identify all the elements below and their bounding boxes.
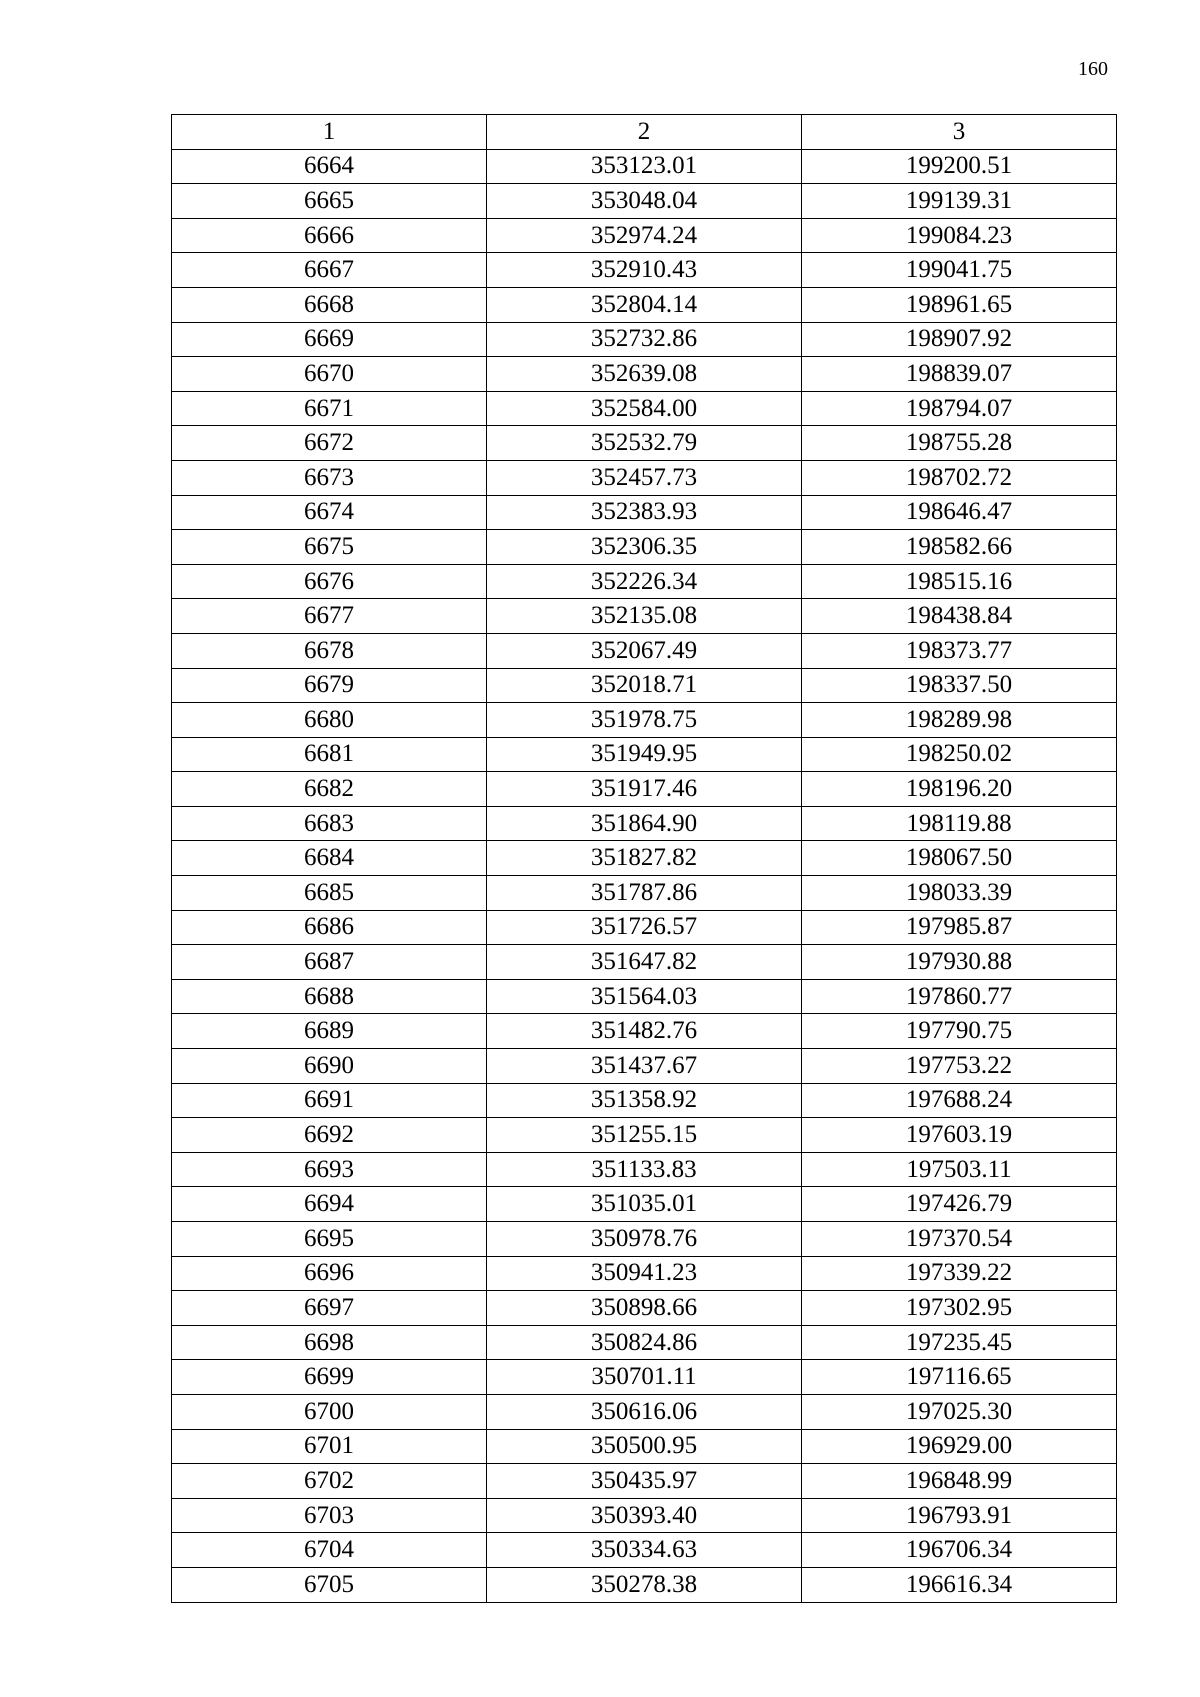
table-cell: 196793.91	[801, 1498, 1116, 1533]
table-cell: 197985.87	[801, 910, 1116, 945]
table-row	[172, 149, 1117, 184]
table-cell: 198794.07	[801, 391, 1116, 426]
table-cell: 6671	[172, 391, 487, 426]
table-cell: 350978.76	[486, 1222, 801, 1257]
table-cell: 6688	[172, 979, 487, 1014]
table-cell: 197339.22	[801, 1256, 1116, 1291]
table-cell: 197753.22	[801, 1049, 1116, 1084]
table-row	[172, 910, 1117, 945]
table-cell: 352804.14	[486, 287, 801, 322]
table-cell: 6684	[172, 841, 487, 876]
table-row	[172, 1533, 1117, 1568]
column-header: 2	[486, 115, 801, 150]
table-cell: 6705	[172, 1567, 487, 1602]
table-row	[172, 1394, 1117, 1429]
table-cell: 6676	[172, 564, 487, 599]
table-cell: 351564.03	[486, 979, 801, 1014]
table-cell: 6689	[172, 1014, 487, 1049]
table-cell: 197603.19	[801, 1118, 1116, 1153]
table-cell: 6669	[172, 322, 487, 357]
table-cell: 198337.50	[801, 668, 1116, 703]
table-cell: 353048.04	[486, 184, 801, 219]
table-cell: 6665	[172, 184, 487, 219]
table-row	[172, 737, 1117, 772]
table-cell: 350898.66	[486, 1291, 801, 1326]
table-cell: 351035.01	[486, 1187, 801, 1222]
table-cell: 350393.40	[486, 1498, 801, 1533]
table-cell: 351787.86	[486, 876, 801, 911]
table-cell: 351949.95	[486, 737, 801, 772]
table-cell: 6677	[172, 599, 487, 634]
table-cell: 352067.49	[486, 633, 801, 668]
table-cell: 197025.30	[801, 1394, 1116, 1429]
table-cell: 6664	[172, 149, 487, 184]
table-row	[172, 841, 1117, 876]
table-row	[172, 530, 1117, 565]
table-row	[172, 1429, 1117, 1464]
table-row	[172, 668, 1117, 703]
table-cell: 199200.51	[801, 149, 1116, 184]
table-cell: 197426.79	[801, 1187, 1116, 1222]
table-row	[172, 184, 1117, 219]
table-cell: 351647.82	[486, 945, 801, 980]
table-row	[172, 1083, 1117, 1118]
table-cell: 6690	[172, 1049, 487, 1084]
table-cell: 6668	[172, 287, 487, 322]
table-cell: 6702	[172, 1464, 487, 1499]
table-row	[172, 1222, 1117, 1257]
table-cell: 6667	[172, 253, 487, 288]
table-cell: 351917.46	[486, 772, 801, 807]
table-cell: 352732.86	[486, 322, 801, 357]
table-cell: 6691	[172, 1083, 487, 1118]
table-cell: 352226.34	[486, 564, 801, 599]
table-cell: 352910.43	[486, 253, 801, 288]
table-cell: 352584.00	[486, 391, 801, 426]
table-cell: 196848.99	[801, 1464, 1116, 1499]
table-cell: 350500.95	[486, 1429, 801, 1464]
table-cell: 6675	[172, 530, 487, 565]
table-cell: 6700	[172, 1394, 487, 1429]
table-cell: 197503.11	[801, 1152, 1116, 1187]
table-cell: 198582.66	[801, 530, 1116, 565]
table-cell: 198961.65	[801, 287, 1116, 322]
table-row	[172, 1498, 1117, 1533]
table-cell: 351726.57	[486, 910, 801, 945]
table-header-row	[172, 115, 1117, 150]
table-cell: 350824.86	[486, 1325, 801, 1360]
table-cell: 350616.06	[486, 1394, 801, 1429]
table-row	[172, 1187, 1117, 1222]
table-row	[172, 1464, 1117, 1499]
table-cell: 352457.73	[486, 460, 801, 495]
table-cell: 6703	[172, 1498, 487, 1533]
table-row	[172, 876, 1117, 911]
table-cell: 6670	[172, 357, 487, 392]
table-cell: 6698	[172, 1325, 487, 1360]
table-cell: 198196.20	[801, 772, 1116, 807]
table-cell: 6704	[172, 1533, 487, 1568]
table-cell: 197370.54	[801, 1222, 1116, 1257]
table-cell: 199084.23	[801, 218, 1116, 253]
table-row	[172, 287, 1117, 322]
table-row	[172, 1152, 1117, 1187]
table-row	[172, 495, 1117, 530]
table-cell: 198755.28	[801, 426, 1116, 461]
table-cell: 6678	[172, 633, 487, 668]
table-cell: 198289.98	[801, 703, 1116, 738]
column-header: 3	[801, 115, 1116, 150]
table-cell: 199041.75	[801, 253, 1116, 288]
table-row	[172, 391, 1117, 426]
table-cell: 6701	[172, 1429, 487, 1464]
table-cell: 197688.24	[801, 1083, 1116, 1118]
table-row	[172, 218, 1117, 253]
table-cell: 6679	[172, 668, 487, 703]
coordinates-table	[171, 114, 1117, 1603]
table-cell: 6674	[172, 495, 487, 530]
table-cell: 198067.50	[801, 841, 1116, 876]
table-cell: 198438.84	[801, 599, 1116, 634]
table-row	[172, 564, 1117, 599]
table-cell: 198373.77	[801, 633, 1116, 668]
table-cell: 197116.65	[801, 1360, 1116, 1395]
table-cell: 6687	[172, 945, 487, 980]
table-cell: 351358.92	[486, 1083, 801, 1118]
table-row	[172, 1291, 1117, 1326]
table-cell: 351482.76	[486, 1014, 801, 1049]
table-cell: 352306.35	[486, 530, 801, 565]
table-cell: 352974.24	[486, 218, 801, 253]
table-row	[172, 1049, 1117, 1084]
table-cell: 352532.79	[486, 426, 801, 461]
table-cell: 196706.34	[801, 1533, 1116, 1568]
table-cell: 197930.88	[801, 945, 1116, 980]
table-cell: 6695	[172, 1222, 487, 1257]
table-row	[172, 633, 1117, 668]
table-cell: 6680	[172, 703, 487, 738]
table-cell: 6666	[172, 218, 487, 253]
table-cell: 198250.02	[801, 737, 1116, 772]
table-cell: 350278.38	[486, 1567, 801, 1602]
table-cell: 6696	[172, 1256, 487, 1291]
table-row	[172, 253, 1117, 288]
table-cell: 199139.31	[801, 184, 1116, 219]
table-row	[172, 1567, 1117, 1602]
table-cell: 198702.72	[801, 460, 1116, 495]
table-row	[172, 1014, 1117, 1049]
table-body	[172, 149, 1117, 1602]
table-row	[172, 772, 1117, 807]
table-cell: 350334.63	[486, 1533, 801, 1568]
table-row	[172, 1256, 1117, 1291]
table-cell: 350941.23	[486, 1256, 801, 1291]
table-cell: 352018.71	[486, 668, 801, 703]
table-cell: 352639.08	[486, 357, 801, 392]
table-row	[172, 979, 1117, 1014]
table-cell: 6693	[172, 1152, 487, 1187]
table-cell: 198515.16	[801, 564, 1116, 599]
table-cell: 197790.75	[801, 1014, 1116, 1049]
table-cell: 352383.93	[486, 495, 801, 530]
table-row	[172, 1325, 1117, 1360]
table-cell: 196929.00	[801, 1429, 1116, 1464]
table-row	[172, 703, 1117, 738]
table-cell: 351255.15	[486, 1118, 801, 1153]
table-cell: 6699	[172, 1360, 487, 1395]
table-cell: 351978.75	[486, 703, 801, 738]
table-cell: 197235.45	[801, 1325, 1116, 1360]
table-cell: 198646.47	[801, 495, 1116, 530]
table-cell: 6672	[172, 426, 487, 461]
table-row	[172, 322, 1117, 357]
table-cell: 6686	[172, 910, 487, 945]
table-cell: 6673	[172, 460, 487, 495]
table-cell: 198839.07	[801, 357, 1116, 392]
table-cell: 351864.90	[486, 806, 801, 841]
table-cell: 6683	[172, 806, 487, 841]
column-header: 1	[172, 115, 487, 150]
table-cell: 6681	[172, 737, 487, 772]
table-row	[172, 1360, 1117, 1395]
table-cell: 350435.97	[486, 1464, 801, 1499]
table-row	[172, 599, 1117, 634]
table-cell: 351437.67	[486, 1049, 801, 1084]
table-row	[172, 460, 1117, 495]
table-cell: 6697	[172, 1291, 487, 1326]
table-cell: 6685	[172, 876, 487, 911]
table-row	[172, 806, 1117, 841]
table-cell: 198033.39	[801, 876, 1116, 911]
table-cell: 196616.34	[801, 1567, 1116, 1602]
table-row	[172, 1118, 1117, 1153]
table-cell: 352135.08	[486, 599, 801, 634]
page-number: 160	[1078, 58, 1108, 80]
table-cell: 6694	[172, 1187, 487, 1222]
table-cell: 197860.77	[801, 979, 1116, 1014]
table-cell: 198119.88	[801, 806, 1116, 841]
table-cell: 6682	[172, 772, 487, 807]
table-row	[172, 426, 1117, 461]
table-cell: 351133.83	[486, 1152, 801, 1187]
table-cell: 350701.11	[486, 1360, 801, 1395]
table-cell: 198907.92	[801, 322, 1116, 357]
table-cell: 6692	[172, 1118, 487, 1153]
table-cell: 351827.82	[486, 841, 801, 876]
table-row	[172, 357, 1117, 392]
table-cell: 353123.01	[486, 149, 801, 184]
table-row	[172, 945, 1117, 980]
table-cell: 197302.95	[801, 1291, 1116, 1326]
